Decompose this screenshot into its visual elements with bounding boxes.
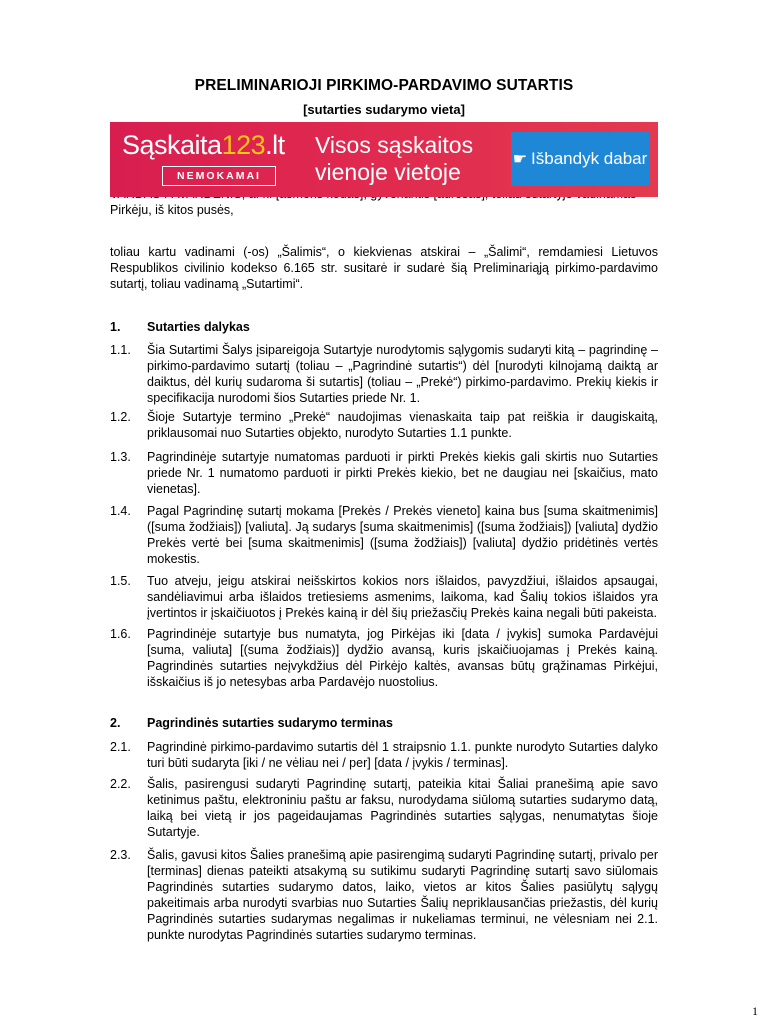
clause-text: Pagrindinė pirkimo-pardavimo sutartis dėl 1 straipsnio 1.1. punkte nurodyto Sutarties dalyko turi būti sudaryta [iki / ne vėliau nei / per] [data / įvykis / terminas]. <box>147 740 658 770</box>
clause-text: Tuo atveju, jeigu atskirai neišskirtos kokios nors išlaidos, pavyzdžiui, išlaidos apsaugai, sandėliavimui arba išlaidos tretiesiems asmenims, laikoma, kad Šalių tokios išlaidos yra įvertintos ir įskaičiuotos į Prekės kainą ir dėl šių priežasčių Prekės kaina negali būti pakeista. <box>147 574 658 620</box>
clause-number: 1.6. <box>110 627 131 641</box>
section-number: 1. <box>110 320 121 334</box>
clause-number: 1.2. <box>110 410 131 424</box>
section-title: Sutarties dalykas <box>147 320 250 334</box>
pointing-hand-icon: ☛ <box>512 151 528 168</box>
ad-brand-logo <box>122 130 285 161</box>
clause-text: Šalis, gavusi kitos Šalies pranešimą apie pasirengimą sudaryti Pagrindinę sutartį, privalo per [terminas] dienas pateikti atsakymą su sutikimu sudaryti Pagrindinę sutartį savo siūlomais Pagrindinės sutarties sudarymo datos, laiko, vietos ar kitos Šalies pasiūlytų sąlygų pakeitimais arba nurodyti svarbias nuo Sutarties Šalių nepriklausančias priežastis, dėl kurių Pagrindinės sutarties sudarymas negalimas ir nukeliamas terminui, ne vėlesniam nei 2.1. punkte nurodytas Pagrindinės sutarties sudarymo terminas. <box>147 848 658 942</box>
clause-text: Pagal Pagrindinę sutartį mokama [Prekės / Prekės vieneto] kaina bus [suma skaitmenimis] ([suma žodžiais]) [valiuta]. Ją sudarys [suma skaitmenimis] ([suma žodžiais]) [valiuta] dydžio Prekės vertė bei [suma skaitmenimis] ([suma žodžiais]) [valiuta] dydžio pridėtinės vertės mokestis. <box>147 504 658 566</box>
clause-text: Pagrindinėje sutartyje numatomas parduoti ir pirkti Prekės kiekis gali skirtis nuo Sutarties priede Nr. 1 numatomo parduoti ir pirkti Prekės kiekio, bet ne daugiau nei [skaičius, mato vienetas]. <box>147 450 658 496</box>
section-heading-1 <box>110 320 658 334</box>
party-clause-line-2: Pirkėju, iš kitos pusės, <box>110 203 234 217</box>
section-number: 2. <box>110 716 121 730</box>
clause-number: 1.5. <box>110 574 131 588</box>
clause-2-2 <box>110 776 658 840</box>
clause-1-3 <box>110 449 658 497</box>
ad-slogan: Visos sąskaitos vienoje vietoje <box>315 132 474 185</box>
clause-number: 2.1. <box>110 740 131 754</box>
clause-1-4 <box>110 503 658 567</box>
ad-try-button-label: Išbandyk dabar <box>531 149 648 168</box>
clause-number: 1.1. <box>110 343 131 357</box>
clause-text: Šioje Sutartyje termino „Prekė“ naudojimas vienaskaita taip pat reiškia ir daugiskaitą, priklausomai nuo Sutarties objekto, nurodyto Sutarties 1.1 punkte. <box>147 410 658 440</box>
clause-1-6 <box>110 626 658 690</box>
ad-banner[interactable] <box>110 122 658 197</box>
clause-1-1 <box>110 342 658 406</box>
clause-2-3 <box>110 847 658 943</box>
document-title: PRELIMINARIOJI PIRKIMO-PARDAVIMO SUTARTIS <box>194 77 574 94</box>
clause-1-5 <box>110 573 658 621</box>
ad-try-button[interactable] <box>511 132 649 186</box>
page-number: 1 <box>752 1004 758 1018</box>
ad-brand-nums: 123 <box>221 130 266 160</box>
clause-text: Šia Sutartimi Šalys įsipareigoja Sutartyje nurodytomis sąlygomis sudaryti kitą – pagrindinę – pirkimo-pardavimo sutartį (toliau – „Pagrindinė sutartis“) dėl [nurodyti kilnojamą daiktą ar daiktus, dėl kurių sudaroma ši sutartis] (toliau – „Prekė“) pirkimo-pardavimo. Prekių kiekis ir specifikacija nurodomi šios Sutarties priede Nr. 1. <box>147 343 658 405</box>
ad-brand-suffix: .lt <box>265 130 285 160</box>
ad-brand-prefix: Sąskaita <box>122 130 222 160</box>
clause-1-2 <box>110 409 658 441</box>
clause-number: 2.2. <box>110 777 131 791</box>
intro-text: toliau kartu vadinami (-os) „Šalimis“, o kiekvienas atskirai – „Šalimi“, remdamiesi Lietuvos Respublikos civilinio kodekso 6.165 str. susitarė ir sudarė šią Preliminariąją pirkimo-pardavimo sutartį, toliau vadinamą „Sutartimi“. <box>110 245 658 291</box>
clause-number: 1.4. <box>110 504 131 518</box>
document-subtitle: [sutarties sudarymo vieta] <box>303 102 465 117</box>
clause-text: Šalis, pasirengusi sudaryti Pagrindinę sutartį, pateikia kitai Šaliai pranešimą apie savo ketinimus paštu, elektroniniu paštu ar faksu, nurodydama siūlomą sutarties sudarymo datą, laiką bei vietą ir jos pageidaujamas Pagrindinės sutarties sąlygas, nenumatytas šioje Sutartyje. <box>147 777 658 839</box>
clause-number: 1.3. <box>110 450 131 464</box>
clause-text: Pagrindinėje sutartyje bus numatyta, jog Pirkėjas iki [data / įvykis] sumoka Pardavėjui [suma, valiuta] [(suma žodžiais)] dydžio avansą, kuris įskaičiuojamas į Prekės kainą. Pagrindinės sutarties neįvykdžius dėl Pirkėjo kaltės, avansas būtų grąžinamas Pirkėjui, išskaičius iš jo netesybas arba Pardavėjo nuostolius. <box>147 627 658 689</box>
clause-number: 2.3. <box>110 848 131 862</box>
ad-free-badge: NEMOKAMAI <box>162 166 276 186</box>
section-heading-2 <box>110 716 658 730</box>
section-title: Pagrindinės sutarties sudarymo terminas <box>147 716 393 730</box>
clause-2-1 <box>110 739 658 771</box>
intro-paragraph <box>110 244 658 292</box>
